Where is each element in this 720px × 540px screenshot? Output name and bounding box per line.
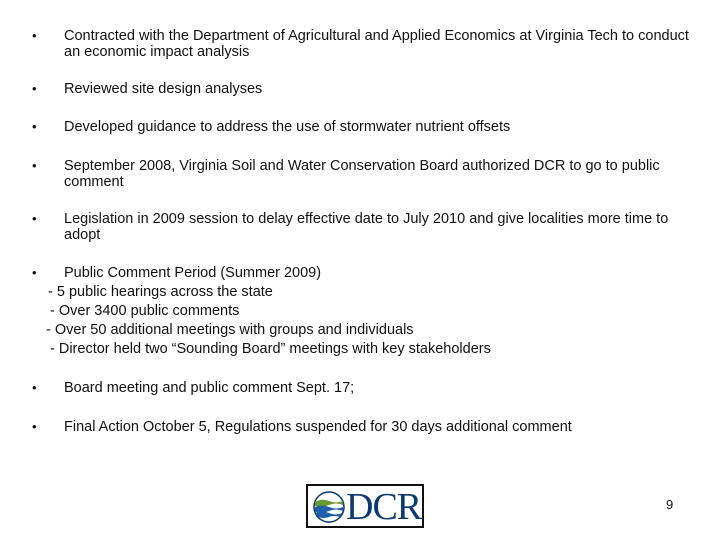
sub-item: - Over 3400 public comments bbox=[50, 303, 240, 319]
dcr-emblem-icon bbox=[313, 490, 345, 524]
sub-item: - 5 public hearings across the state bbox=[48, 284, 273, 300]
bullet-marker: • bbox=[32, 158, 37, 173]
bullet-marker: • bbox=[32, 211, 37, 226]
page-number: 9 bbox=[666, 497, 674, 512]
bullet-text: Legislation in 2009 session to delay effective date to July 2010 and give localities more time to adopt bbox=[64, 211, 669, 243]
bullet-text: Final Action October 5, Regulations suspended for 30 days additional comment bbox=[64, 419, 572, 435]
dcr-logo bbox=[306, 484, 424, 528]
bullet-text: Reviewed site design analyses bbox=[64, 81, 263, 97]
bullet-marker: • bbox=[32, 265, 37, 280]
bullet-text: September 2008, Virginia Soil and Water Conservation Board authorized DCR to go to public comment bbox=[64, 158, 660, 190]
sub-item: - Over 50 additional meetings with groups and individuals bbox=[46, 322, 414, 338]
bullet-marker: • bbox=[32, 81, 37, 96]
bullet-marker: • bbox=[32, 419, 37, 434]
bullet-marker: • bbox=[32, 380, 37, 395]
bullet-text: Contracted with the Department of Agricultural and Applied Economics at Virginia Tech to conduct an economic impact analysis bbox=[64, 28, 689, 60]
sub-item: - Director held two “Sounding Board” meetings with key stakeholders bbox=[50, 341, 491, 357]
dcr-logo-text: DCR bbox=[346, 486, 422, 528]
bullet-text: Board meeting and public comment Sept. 17; bbox=[64, 380, 355, 396]
bullet-marker: • bbox=[32, 28, 37, 43]
bullet-text: Developed guidance to address the use of stormwater nutrient offsets bbox=[64, 119, 511, 135]
bullet-marker: • bbox=[32, 119, 37, 134]
bullet-text: Public Comment Period (Summer 2009) bbox=[64, 265, 322, 281]
